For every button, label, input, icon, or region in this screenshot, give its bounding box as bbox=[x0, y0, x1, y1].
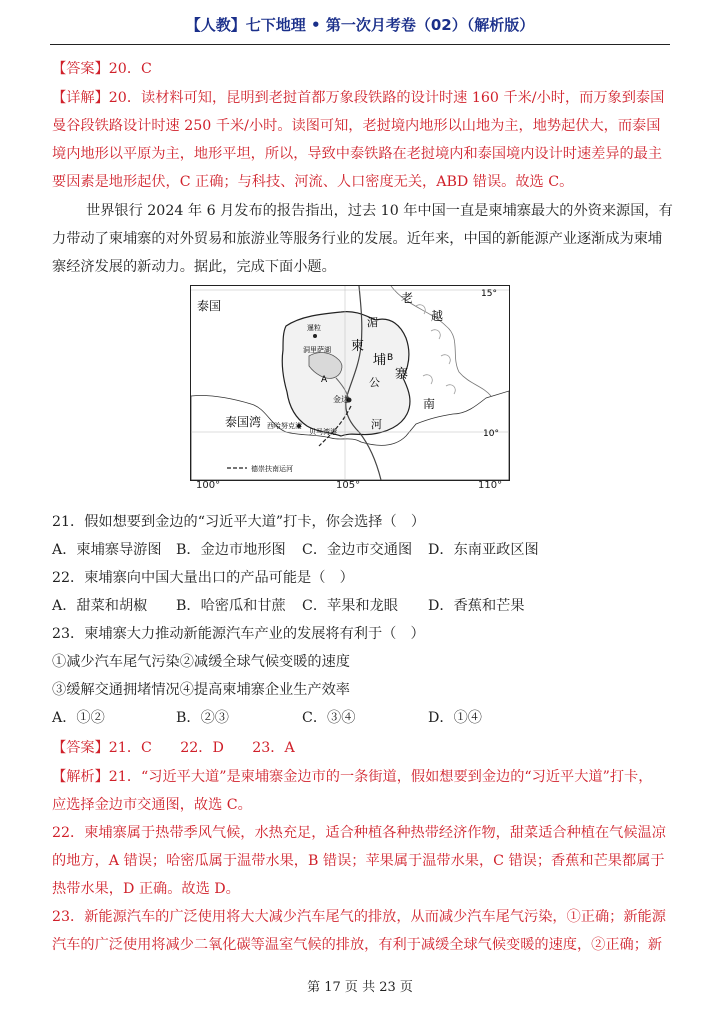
q21-stem: 21．假如想要到金边的“习近平大道”打卡，你会选择（ ） bbox=[52, 514, 426, 530]
header-divider bbox=[50, 44, 670, 45]
cambodia-map bbox=[190, 285, 510, 481]
map-svg bbox=[191, 286, 509, 480]
cambodia-label-2: 埔 bbox=[373, 353, 387, 368]
q23-statement-1: ①减少汽车尾气污染②减缓全球气候变暖的速度 bbox=[52, 654, 350, 670]
point-b-label: B bbox=[387, 353, 394, 363]
mekong-label-2: 公 bbox=[369, 376, 380, 389]
page-header-title: 【人教】七下地理 • 第一次月考卷（02）（解析版） bbox=[185, 16, 535, 34]
page-footer: 第 17 页 共 23 页 bbox=[307, 980, 413, 995]
passage-line-2: 力带动了柬埔寨的对外贸易和旅游业等服务行业的发展。近年来，中国的新能源产业逐渐成为柬埔 bbox=[52, 231, 663, 247]
q22-option-b: B．哈密瓜和甘蔗 bbox=[176, 598, 286, 614]
passage-line-1: 世界银行 2024 年 6 月发布的报告指出，过去 10 年中国一直是柬埔寨最大的外资来源国，有 bbox=[86, 203, 673, 219]
lon-100-label: 100° bbox=[196, 480, 221, 491]
q23-option-a: A．①② bbox=[52, 710, 105, 726]
vietnam-label-2: 南 bbox=[423, 397, 436, 411]
port-label: 贝马湾港 bbox=[309, 428, 337, 436]
q20-detail-line-1: 【详解】20．读材料可知，昆明到老挝首都万象段铁路的设计时速 160 千米/小时，而万象到泰国 bbox=[52, 90, 665, 106]
lon-110-label: 110° bbox=[478, 480, 503, 491]
siem-reap-label: 暹粒 bbox=[307, 324, 321, 332]
q23-option-d: D．①④ bbox=[428, 710, 482, 726]
q22-option-c: C．苹果和龙眼 bbox=[302, 598, 398, 614]
q21-option-c: C．金边市交通图 bbox=[302, 542, 413, 558]
mekong-label-1: 湄 bbox=[367, 316, 378, 329]
q23-option-c: C．③④ bbox=[302, 710, 356, 726]
analysis-line-2: 应选择金边市交通图，故选 C。 bbox=[52, 797, 252, 813]
q21-option-a: A．柬埔寨导游图 bbox=[52, 542, 162, 558]
q20-detail-line-2: 曼谷段铁路设计时速 250 千米/小时。读图可知，老挝境内地形以山地为主，地势起伏大，而泰国 bbox=[52, 118, 661, 134]
q20-detail-line-3: 境内地形以平原为主，地形平坦，所以，导致中泰铁路在老挝境内和泰国境内设计时速差异的最主 bbox=[52, 146, 663, 162]
q20-detail-line-4: 要因素是地形起伏，C 正确；与科技、河流、人口密度无关，ABD 错误。故选 C。 bbox=[52, 174, 574, 190]
cambodia-label-3: 寨 bbox=[395, 367, 409, 382]
lat-10-label: 10° bbox=[483, 429, 499, 439]
analysis-line-6: 23．新能源汽车的广泛使用将大大减少汽车尾气的排放，从而减少汽车尾气污染，①正确；新能源 bbox=[52, 909, 666, 925]
lon-105-label: 105° bbox=[336, 480, 361, 491]
analysis-line-3: 22．柬埔寨属于热带季风气候，水热充足，适合种植各种热带经济作物，甜菜适合种植在气候温凉 bbox=[52, 825, 666, 841]
laos-label: 老 bbox=[401, 291, 414, 305]
q23-option-b: B．②③ bbox=[176, 710, 229, 726]
answers-text: 21．C 22．D 23．A bbox=[108, 740, 295, 756]
q23-stem: 23．柬埔寨大力推动新能源汽车产业的发展将有利于（ ） bbox=[52, 626, 425, 642]
answers-line bbox=[52, 737, 672, 757]
analysis-line-7: 汽车的广泛使用将减少二氧化碳等温室气候的排放，有利于减缓全球气候变暖的速度，②正确；新 bbox=[52, 937, 663, 953]
gulf-label: 泰国湾 bbox=[225, 415, 262, 429]
q21-option-b: B．金边市地形图 bbox=[176, 542, 286, 558]
legend-canal-label: 德崇扶南运河 bbox=[251, 465, 293, 473]
analysis-line-4: 的地方，A 错误；哈密瓜属于温带水果，B 错误；苹果属于温带水果，C 错误；香蕉和芒果都属于 bbox=[52, 853, 665, 869]
cambodia-border bbox=[282, 312, 410, 436]
analysis-line-1: 【解析】21．“习近平大道”是柬埔寨金边市的一条街道，假如想要到金边的“习近平大道”打卡， bbox=[52, 769, 653, 785]
q20-answer bbox=[52, 58, 672, 78]
q22-option-d: D．香蕉和芒果 bbox=[428, 598, 525, 614]
phnom-penh-label: 金边 bbox=[333, 395, 349, 404]
analysis-line-5: 热带水果，D 正确。故选 D。 bbox=[52, 881, 240, 897]
analysis-label: 【解析】 bbox=[52, 769, 109, 785]
passage-line-3: 寨经济发展的新动力。据此，完成下面小题。 bbox=[52, 259, 336, 275]
answer-value: 20．C bbox=[108, 61, 152, 77]
siem-reap-marker bbox=[313, 334, 317, 338]
detail-label: 【详解】 bbox=[52, 90, 109, 106]
lat-15-label: 15° bbox=[481, 289, 497, 299]
q21-option-d: D．东南亚政区图 bbox=[428, 542, 539, 558]
q23-statement-2: ③缓解交通拥堵情况④提高柬埔寨企业生产效率 bbox=[52, 682, 350, 698]
thailand-label: 泰国 bbox=[197, 299, 222, 313]
vietnam-label-1: 越 bbox=[431, 309, 444, 323]
sihanoukville-label: 西哈努克港 bbox=[267, 422, 302, 430]
tonle-sap-label: 洞里萨湖 bbox=[303, 346, 331, 354]
answers-label: 【答案】 bbox=[52, 740, 109, 756]
q22-stem: 22．柬埔寨向中国大量出口的产品可能是（ ） bbox=[52, 570, 354, 586]
cambodia-label-1: 柬 bbox=[351, 339, 365, 354]
q22-option-a: A．甜菜和胡椒 bbox=[52, 598, 148, 614]
mekong-label-3: 河 bbox=[371, 418, 382, 431]
point-a-label: A bbox=[321, 375, 328, 385]
answer-label: 【答案】 bbox=[52, 61, 109, 77]
